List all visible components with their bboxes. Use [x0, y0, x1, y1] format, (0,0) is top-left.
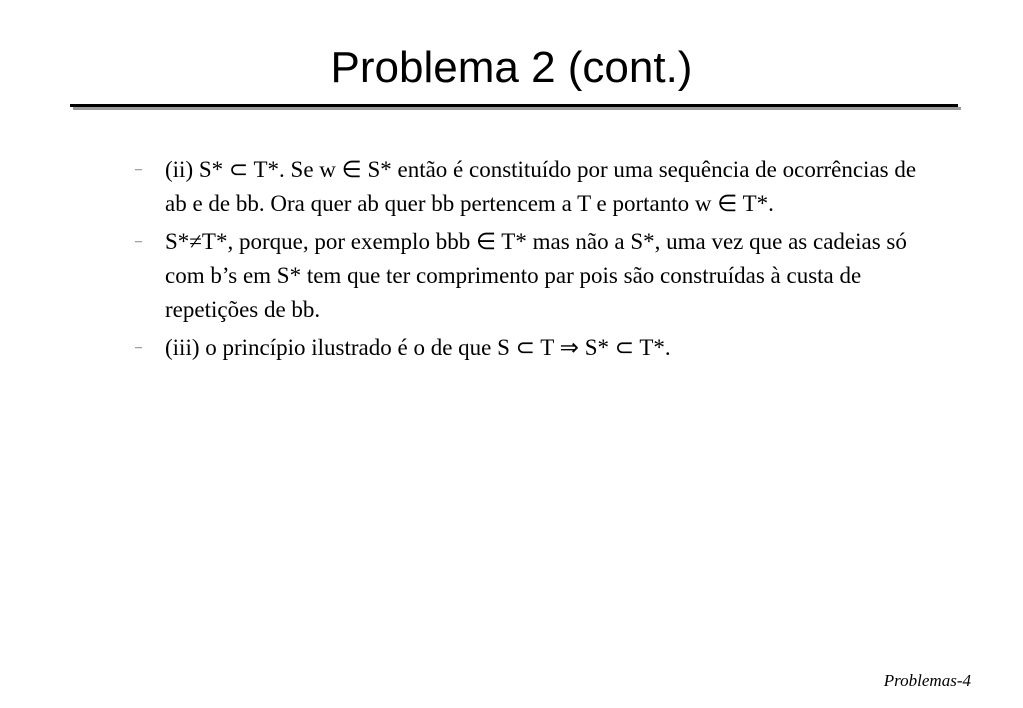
bullet-dash: –	[135, 162, 142, 177]
bullet-dash: –	[135, 234, 142, 249]
bullet-text: (iii) o princípio ilustrado é o de que S ⊂ T ⇒ S* ⊂ T*.	[165, 335, 671, 360]
bullet-text: S*≠T*, porque, por exemplo bbb ∈ T* mas não a S*, uma vez que as cadeias só com b’s em S* tem que ter comprimento par pois são construídas à custa de repetições de bb.	[165, 229, 907, 322]
bullet-text: (ii) S* ⊂ T*. Se w ∈ S* então é constituído por uma sequência de ocorrências de ab e de bb. Ora quer ab quer bb pertencem a T e portanto w ∈ T*.	[165, 157, 917, 216]
bullet-item	[135, 331, 940, 365]
bullet-item	[135, 153, 940, 221]
bullet-item	[135, 225, 940, 327]
slide-title: Problema 2 (cont.)	[330, 43, 693, 92]
slide-footer: Problemas-4	[883, 671, 971, 690]
title-divider	[70, 104, 958, 107]
bullet-dash: –	[135, 340, 142, 355]
bullet-list	[135, 153, 940, 369]
